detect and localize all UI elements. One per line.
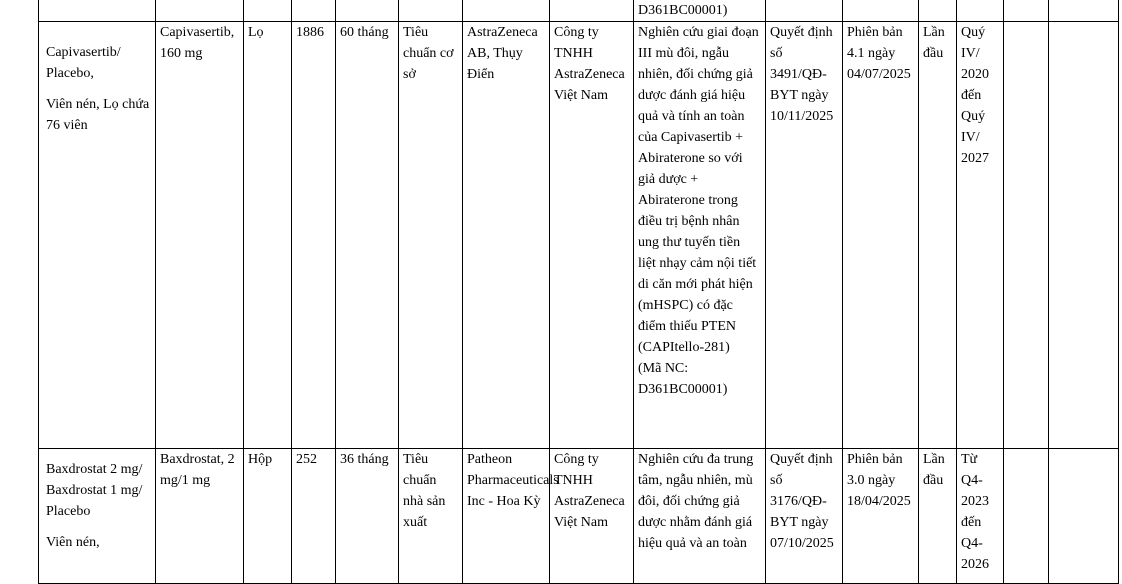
cell (957, 0, 1004, 22)
quantity-cell: 252 (292, 449, 336, 584)
cell (244, 0, 292, 22)
period-cell: Từ Q4-2023 đến Q4-2026 (957, 449, 1004, 584)
cell (1049, 449, 1119, 584)
strength-cell: Capivasertib, 160 mg (156, 22, 244, 449)
cell (1049, 0, 1119, 22)
first-time-cell: Lần đầu (919, 22, 957, 449)
cell (39, 0, 156, 22)
quantity-cell: 1886 (292, 22, 336, 449)
cell (1004, 449, 1049, 584)
product-name-cell (39, 449, 156, 584)
shelf-life-cell: 36 tháng (336, 449, 399, 584)
standard-cell: Tiêu chuẩn nhà sản xuất (399, 449, 463, 584)
importer-cell: Công ty TNHH AstraZeneca Việt Nam (550, 22, 634, 449)
strength-cell: Baxdrostat, 2 mg/1 mg (156, 449, 244, 584)
version-cell: Phiên bản 3.0 ngày 18/04/2025 (843, 449, 919, 584)
product-name: Baxdrostat 2 mg/ Baxdrostat 1 mg/ Placebo (46, 462, 143, 519)
table-row (39, 0, 1119, 22)
cell (550, 0, 634, 22)
cell (336, 0, 399, 22)
study-cell: D361BC00001) (634, 0, 766, 22)
first-time-cell: Lần đầu (919, 449, 957, 584)
study-cell: Nghiên cứu đa trung tâm, ngẫu nhiên, mù đôi, đối chứng giả dược nhằm đánh giá hiệu quả và an toàn (634, 449, 766, 584)
table-row (39, 449, 1119, 584)
cell (1049, 22, 1119, 449)
cell (1004, 0, 1049, 22)
importer-cell: Công ty TNHH AstraZeneca Việt Nam (550, 449, 634, 584)
shelf-life-cell: 60 tháng (336, 22, 399, 449)
study-code: (Mã NC: D361BC00001) (638, 361, 728, 397)
cell (156, 0, 244, 22)
product-name-cell (39, 22, 156, 449)
cell (399, 0, 463, 22)
decision-cell: Quyết định số 3491/QĐ-BYT ngày 10/11/2025 (766, 22, 843, 449)
decision-cell: Quyết định số 3176/QĐ-BYT ngày 07/10/2025 (766, 449, 843, 584)
package-cell: Lọ (244, 22, 292, 449)
table-row (39, 22, 1119, 449)
manufacturer-cell: AstraZeneca AB, Thụy Điển (463, 22, 550, 449)
product-name: Capivasertib/ Placebo, (46, 45, 121, 81)
version-cell: Phiên bản 4.1 ngày 04/07/2025 (843, 22, 919, 449)
period-cell: Quý IV/ 2020 đến Quý IV/ 2027 (957, 22, 1004, 449)
package-cell: Hộp (244, 449, 292, 584)
study-title: Nghiên cứu giai đoạn III mù đôi, ngẫu nhiên, đối chứng giả dược đánh giá hiệu quả và tính an toàn của Capivasertib + Abiraterone so với giả dược + Abiraterone trong điều trị bệnh nhân ung thư tuyến tiền liệt nhạy cảm nội tiết di căn mới phát hiện (mHSPC) có đặc điểm thiếu PTEN (CAPItello-281) (638, 25, 759, 355)
cell (1004, 22, 1049, 449)
cell (919, 0, 957, 22)
drug-import-table (38, 0, 1119, 584)
cell (843, 0, 919, 22)
standard-cell: Tiêu chuẩn cơ sở (399, 22, 463, 449)
study-cell (634, 22, 766, 449)
cell (766, 0, 843, 22)
dosage-form: Viên nén, (46, 535, 100, 550)
manufacturer-cell: Patheon Pharmaceuticals Inc - Hoa Kỳ (463, 449, 550, 584)
cell (463, 0, 550, 22)
dosage-form: Viên nén, Lọ chứa 76 viên (46, 97, 150, 133)
cell (292, 0, 336, 22)
